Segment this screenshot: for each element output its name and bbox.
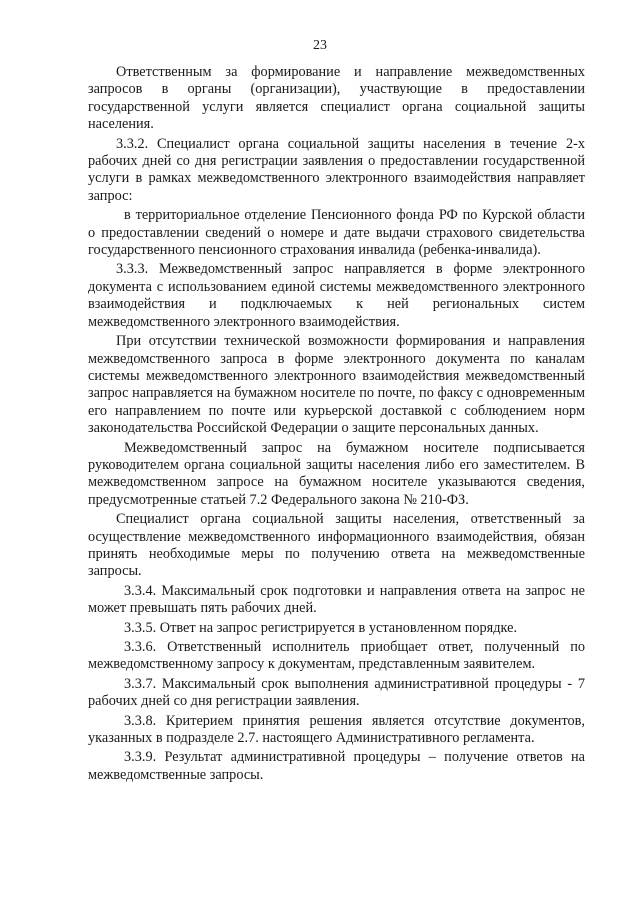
paragraph-3-3-2: 3.3.2. Специалист органа социальной защиты населения в течение 2-х рабочих дней со дня регистрации заявления о предоставлении государственной услуги в рамках межведомственного электронного взаимодействия направляет запрос:	[88, 135, 585, 204]
paragraph-3-3-5: 3.3.5. Ответ на запрос регистрируется в установленном порядке.	[124, 619, 518, 636]
paragraph-responsible-specialist: Ответственным за формирование и направление межведомственных запросов в органы (организации), участвующие в предоставлении государственной услуги является специалист органа социальной защиты населения.	[88, 64, 585, 133]
paragraph-specialist-obligation: Специалист органа социальной защиты населения, ответственный за осуществление межведомственного информационного взаимодействия, обязан принять необходимые меры по получению ответа на межведомственные запросы.	[88, 511, 585, 580]
paragraph-pension-fund-request: в территориальное отделение Пенсионного фонда РФ по Курской области о предоставлении сведений о номере и дате выдачи страхового свидетельства государственного пенсионного страхования инвалида (ребенка-инвалида).	[88, 207, 585, 259]
paragraph-3-3-6: 3.3.6. Ответственный исполнитель приобщает ответ, полученный по межведомственному запросу к документам, представленным заявителем.	[88, 639, 585, 673]
paragraph-3-3-4: 3.3.4. Максимальный срок подготовки и направления ответа на запрос не может превышать пять рабочих дней.	[88, 582, 585, 617]
paragraph-3-3-8: 3.3.8. Критерием принятия решения является отсутствие документов, указанных в подразделе 2.7. настоящего Административного регламента.	[88, 712, 585, 747]
paragraph-paper-request: При отсутствии технической возможности формирования и направления межведомственного запроса в форме электронного документа по каналам системы межведомственного электронного взаимодействия межведомственный запрос направляется на бумажном носителе по почте, по факсу с одновременным его направлением по почте или курьерской доставкой с соблюдением норм законодательства Российской Федерации о защите персональных данных.	[88, 333, 585, 437]
page-number: 23	[313, 38, 327, 53]
paragraph-3-3-7: 3.3.7. Максимальный срок выполнения административной процедуры - 7 рабочих дней со дня регистрации заявления.	[88, 675, 585, 710]
document-body	[88, 64, 585, 786]
paragraph-3-3-3: 3.3.3. Межведомственный запрос направляется в форме электронного документа с использованием единой системы межведомственного электронного взаимодействия и подключаемых к ней региональных систем межведомственного электронного взаимодействия.	[88, 261, 585, 330]
paragraph-3-3-9: 3.3.9. Результат административной процедуры – получение ответов на межведомственные запросы.	[88, 749, 585, 783]
paragraph-paper-request-signature: Межведомственный запрос на бумажном носителе подписывается руководителем органа социальной защиты населения либо его заместителем. В межведомственном запросе на бумажном носителе указываются сведения, предусмотренные статьей 7.2 Федерального закона № 210-ФЗ.	[88, 439, 585, 508]
